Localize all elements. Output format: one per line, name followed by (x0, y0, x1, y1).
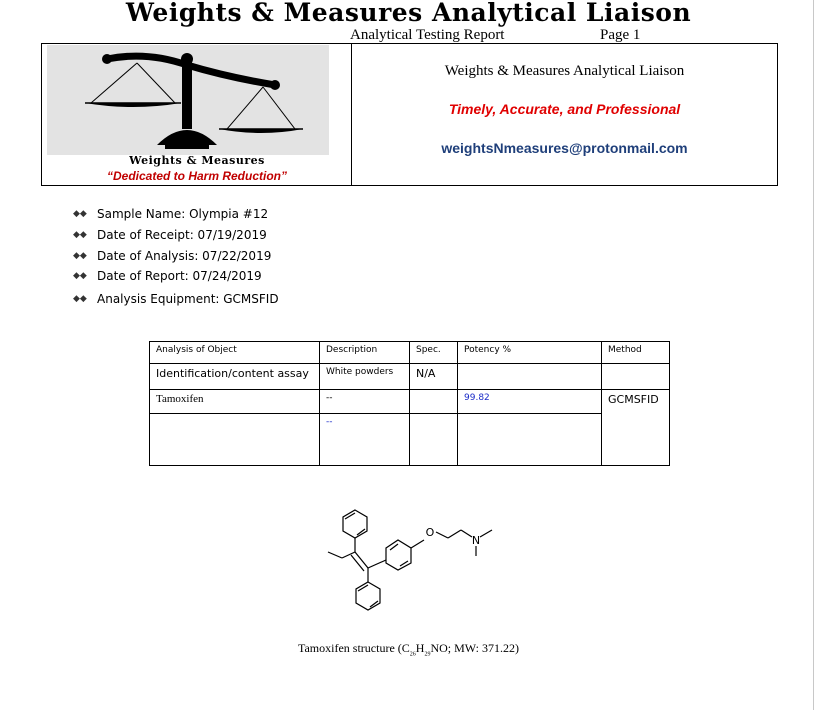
diamond-bullet-icon: ◆◆ (73, 209, 87, 220)
contact-email[interactable]: weightsNmeasures@protonmail.com (441, 140, 688, 156)
info-item-sample-name: ◆◆ Sample Name: Olympia #12 (73, 207, 269, 222)
page-edge (813, 0, 814, 710)
header-analysis: Analysis of Object (150, 342, 320, 364)
method-value: GCMSFID (602, 390, 670, 466)
table-row: Tamoxifen -- 99.82 GCMSFID (150, 390, 670, 414)
header-spec: Spec. (410, 342, 458, 364)
header-potency: Potency % (458, 342, 602, 364)
diamond-bullet-icon: ◆◆ (73, 294, 87, 305)
table-row: -- (150, 414, 670, 466)
logo-slogan: “Dedicated to Harm Reduction” (106, 169, 288, 183)
tamoxifen-structure-diagram (318, 500, 508, 625)
header-box (41, 43, 778, 186)
sample-info-list (73, 204, 279, 309)
scales-icon (47, 45, 329, 155)
table-header-row (150, 342, 670, 364)
table-row: Identification/content assay White powders N/A (150, 364, 670, 390)
org-name: Weights & Measures Analytical Liaison (444, 63, 685, 79)
tagline: Timely, Accurate, and Professional (448, 101, 681, 117)
document-title: Weights & Measures Analytical Liaison (125, 0, 692, 27)
info-item-equipment: ◆◆ Analysis Equipment: GCMSFID (73, 292, 279, 307)
results-table (149, 341, 670, 466)
info-item-date-analysis: ◆◆ Date of Analysis: 07/22/2019 (73, 248, 272, 263)
diamond-bullet-icon: ◆◆ (73, 250, 87, 261)
structure-caption: Tamoxifen structure ($C_{26}H_{29}NO$; MW: 371.22) (297, 641, 519, 658)
header-method: Method (602, 342, 670, 364)
diamond-bullet-icon: ◆◆ (73, 230, 87, 241)
report-label: Analytical Testing Report (350, 27, 505, 43)
oxygen-label: O (425, 526, 435, 539)
logo-name: Weights & Measures (129, 154, 265, 167)
page-label: Page 1 (600, 27, 641, 43)
header-description: Description (320, 342, 410, 364)
info-item-date-report: ◆◆ Date of Report: 07/24/2019 (73, 269, 262, 284)
potency-value: 99.82 (458, 390, 602, 414)
diamond-bullet-icon: ◆◆ (73, 271, 87, 282)
nitrogen-label: N (471, 534, 481, 547)
info-item-date-receipt: ◆◆ Date of Receipt: 07/19/2019 (73, 228, 267, 243)
logo-scales (47, 45, 329, 155)
